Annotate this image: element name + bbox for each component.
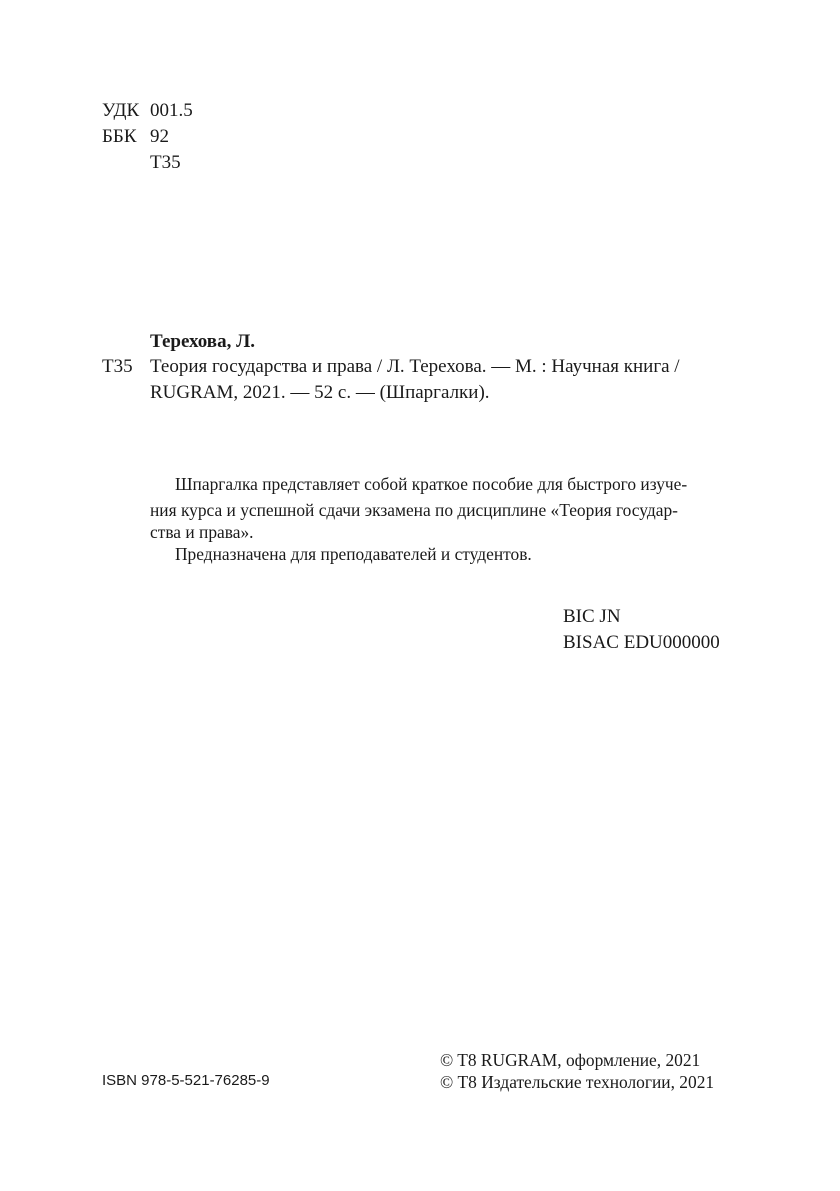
annotation-line-2: ния курса и успешной сдачи экзамена по дисциплине «Теория государ-	[150, 500, 678, 520]
udk-line	[102, 98, 193, 124]
copyright-line-1: © T8 RUGRAM, оформление, 2021	[440, 1050, 701, 1070]
udk-label: УДК	[102, 100, 140, 121]
copyright-line-2: © Т8 Издательские технологии, 2021	[440, 1072, 715, 1092]
annotation-line-1: Шпаргалка представляет собой краткое пособие для быстрого изуче-	[175, 474, 688, 494]
bbk-value: 92	[150, 126, 169, 147]
entry-mark: Т35	[102, 356, 133, 377]
bic-code: BIC JN	[563, 606, 621, 627]
bbk-line	[102, 124, 169, 150]
author-mark-top: Т35	[150, 152, 181, 173]
entry-line-2: RUGRAM, 2021. — 52 с. — (Шпаргалки).	[150, 382, 490, 403]
annotation-line-4: Предназначена для преподавателей и студентов.	[175, 544, 532, 564]
annotation-line-3: ства и права».	[150, 522, 254, 542]
author-name: Терехова, Л.	[150, 331, 255, 352]
isbn: ISBN 978-5-521-76285-9	[102, 1072, 270, 1089]
entry-line-1: Теория государства и права / Л. Терехова. — М. : Научная книга /	[150, 356, 680, 377]
bisac-code: BISAC EDU000000	[563, 632, 720, 653]
udk-value: 001.5	[150, 100, 193, 121]
bbk-label: ББК	[102, 126, 137, 147]
